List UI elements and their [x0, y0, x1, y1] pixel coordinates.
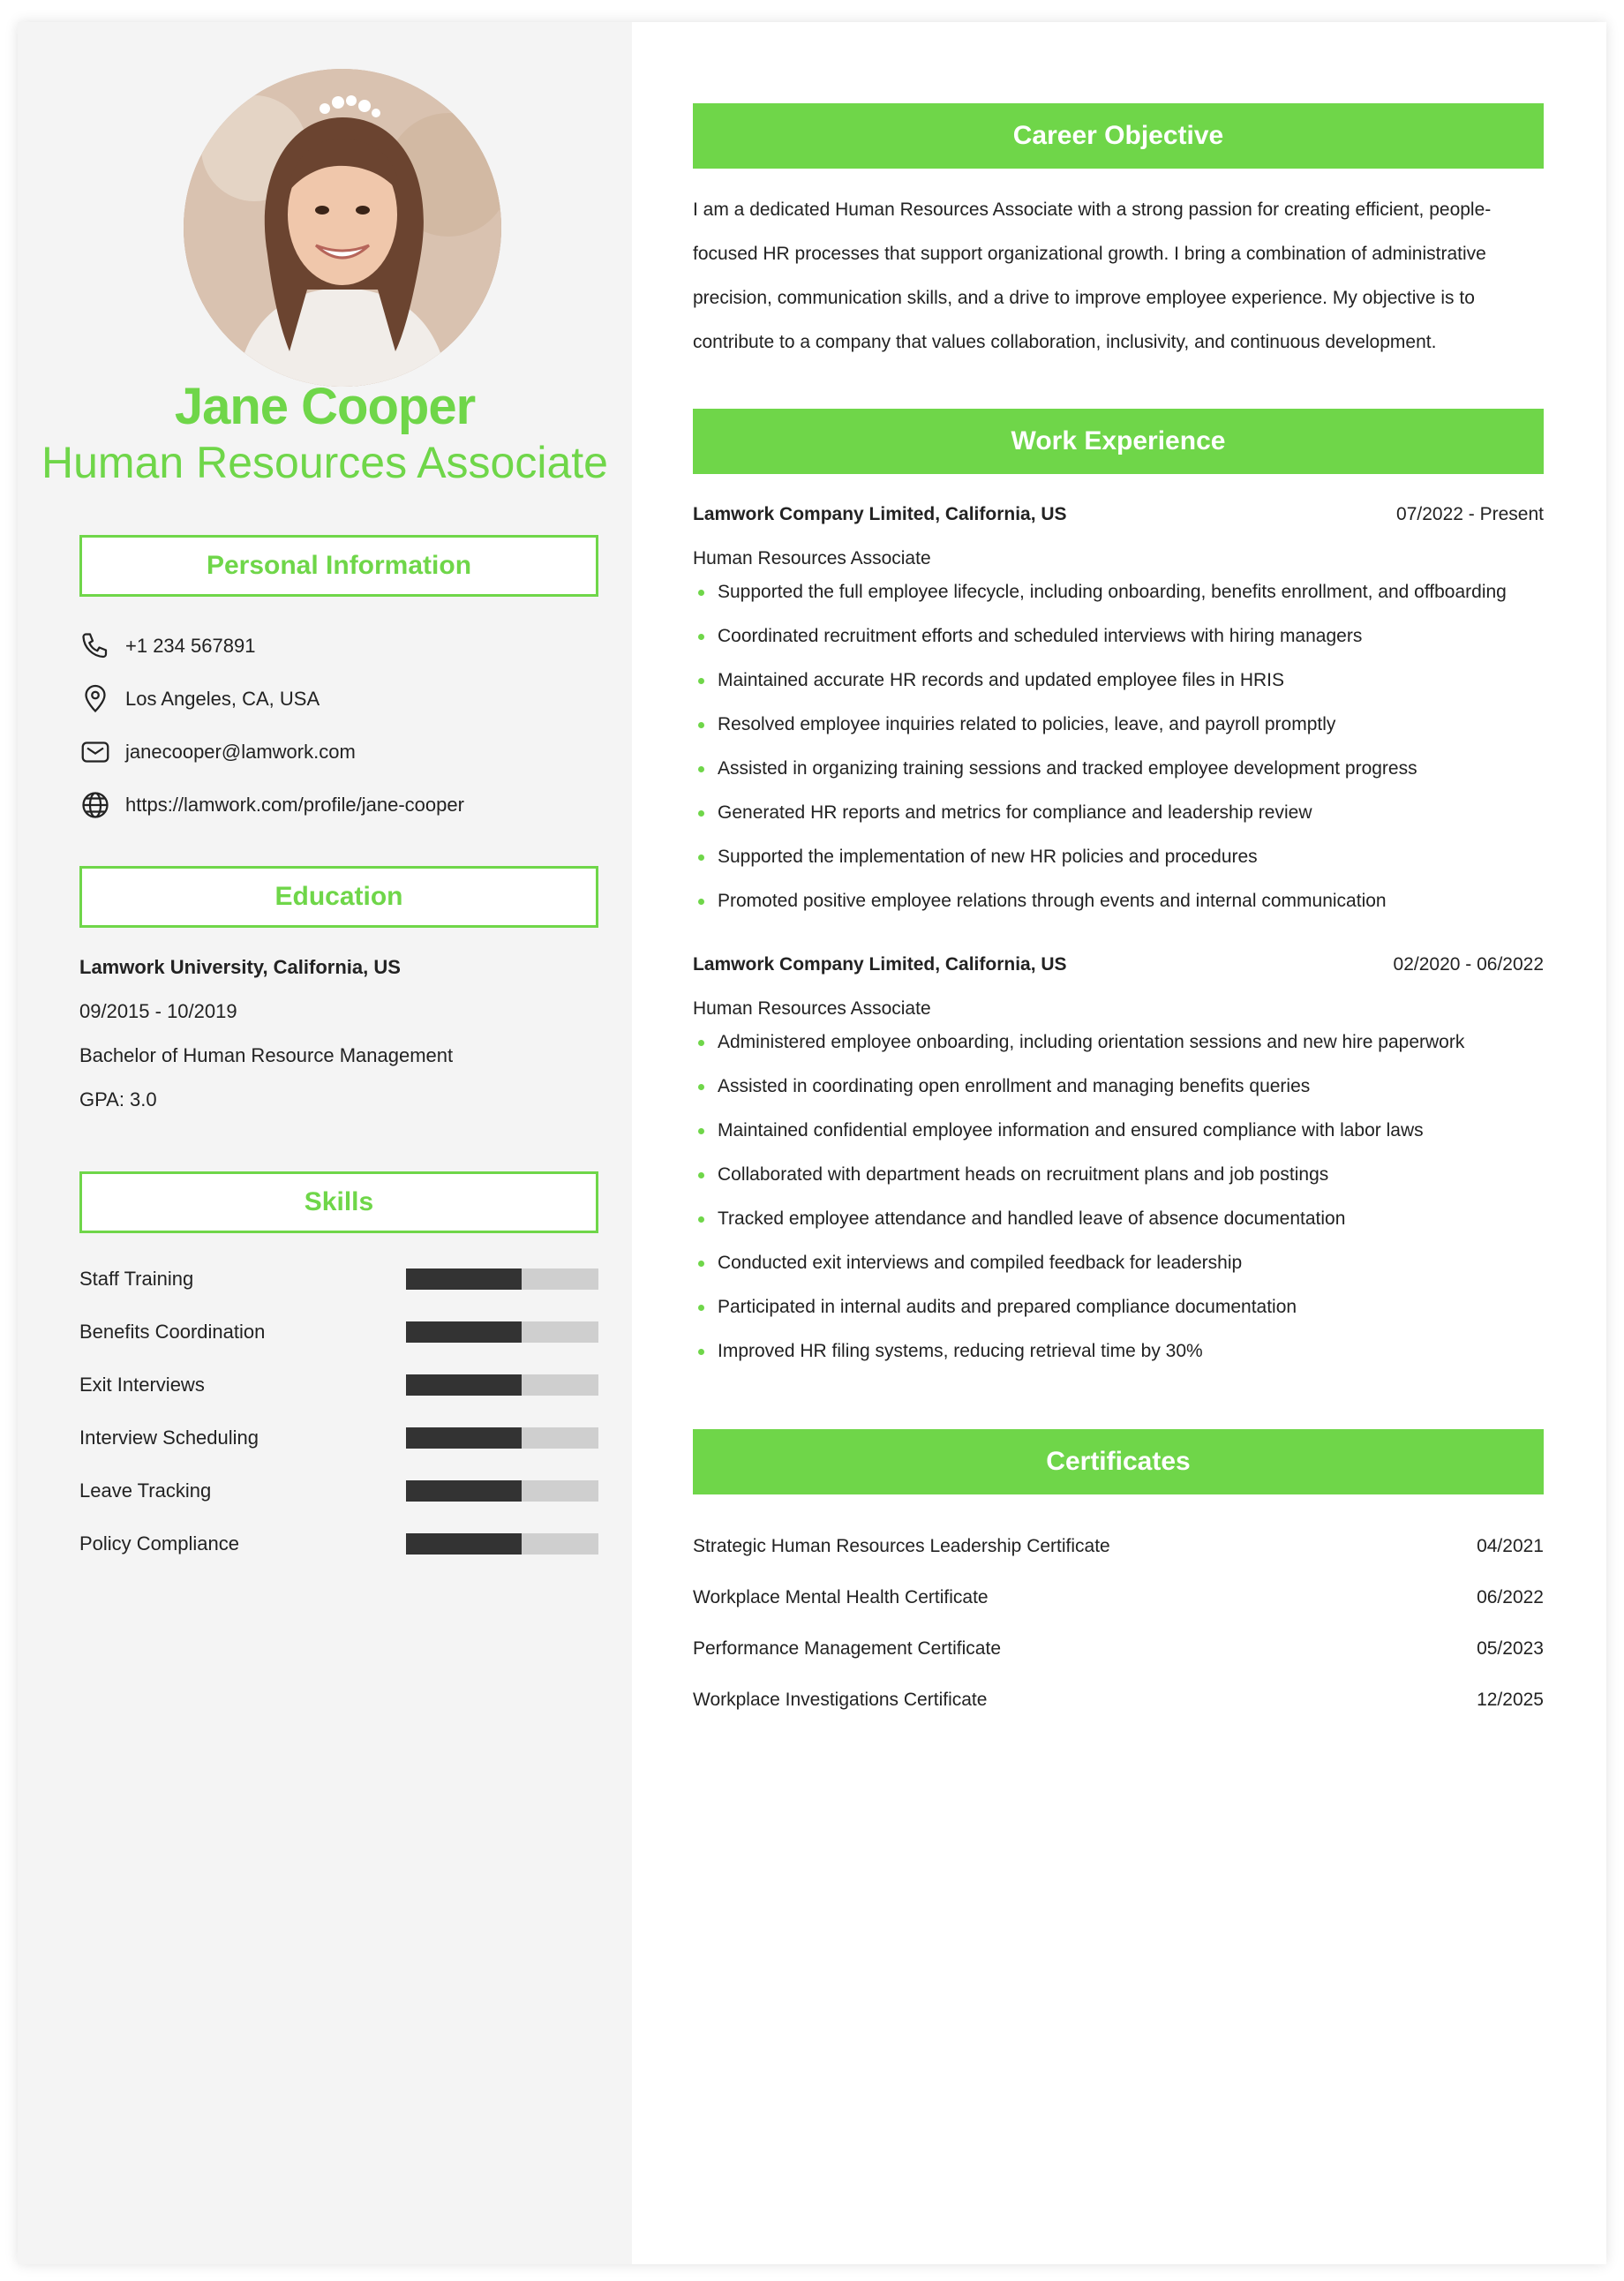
job-company: Lamwork Company Limited, California, US	[693, 504, 1067, 524]
job-bullet: Tracked employee attendance and handled leave of absence documentation	[693, 1197, 1544, 1241]
skill-row	[79, 1420, 598, 1456]
skill-name: Interview Scheduling	[79, 1427, 259, 1449]
job-bullets	[693, 570, 1544, 923]
skill-level-bar	[406, 1427, 598, 1449]
job-bullet: Generated HR reports and metrics for compliance and leadership review	[693, 791, 1544, 835]
location-pin-icon	[78, 681, 113, 717]
skill-name: Policy Compliance	[79, 1532, 239, 1555]
contact-website[interactable]	[78, 787, 464, 823]
job-bullet: Maintained accurate HR records and updated employee files in HRIS	[693, 659, 1544, 703]
skill-level-fill	[406, 1268, 522, 1290]
skill-name: Benefits Coordination	[79, 1321, 266, 1343]
skill-name: Exit Interviews	[79, 1374, 205, 1396]
skill-name: Leave Tracking	[79, 1479, 212, 1502]
job-bullet: Supported the full employee lifecycle, including onboarding, benefits enrollment, and offboarding	[693, 570, 1544, 614]
skills-heading: Skills	[79, 1171, 598, 1233]
skill-level-fill	[406, 1321, 522, 1343]
contact-email[interactable]	[78, 734, 356, 770]
certificate-row	[693, 1638, 1544, 1660]
skill-row	[79, 1526, 598, 1562]
phone-text: +1 234 567891	[125, 635, 256, 657]
portrait-illustration	[184, 69, 501, 387]
certificate-row	[693, 1536, 1544, 1557]
location-text: Los Angeles, CA, USA	[125, 688, 320, 710]
skill-level-bar	[406, 1374, 598, 1396]
job-company: Lamwork Company Limited, California, US	[693, 954, 1067, 975]
certificate-date: 04/2021	[1477, 1536, 1544, 1556]
website-text: https://lamwork.com/profile/jane-cooper	[125, 794, 464, 816]
job-bullet: Maintained confidential employee information and ensured compliance with labor laws	[693, 1109, 1544, 1153]
job-bullet: Promoted positive employee relations through events and internal communication	[693, 879, 1544, 923]
mail-icon	[78, 734, 113, 770]
contact-phone[interactable]	[78, 629, 255, 664]
education-gpa: GPA: 3.0	[79, 1088, 157, 1110]
skill-level-bar	[406, 1480, 598, 1502]
contact-location	[78, 681, 320, 717]
skill-level-fill	[406, 1533, 522, 1555]
education-dates: 09/2015 - 10/2019	[79, 1000, 237, 1022]
education-degree: Bachelor of Human Resource Management	[79, 1044, 454, 1066]
email-text: janecooper@lamwork.com	[125, 741, 356, 763]
job-bullet: Conducted exit interviews and compiled feedback for leadership	[693, 1241, 1544, 1285]
skill-row	[79, 1261, 598, 1297]
certificate-name: Strategic Human Resources Leadership Certificate	[693, 1536, 1110, 1556]
job-bullet: Coordinated recruitment efforts and scheduled interviews with hiring managers	[693, 614, 1544, 659]
skill-row	[79, 1367, 598, 1403]
certificates-heading: Certificates	[693, 1429, 1544, 1494]
globe-icon	[78, 787, 113, 823]
job-role: Human Resources Associate	[693, 548, 931, 568]
career-objective-text: I am a dedicated Human Resources Associate with a strong passion for creating efficient, people-focused HR processes that support organizational growth. I bring a combination of administrative precision, communication skills, and a drive to improve employee experience. My objective is to contribute to a company that values collaboration, inclusivity, and continuous development.	[693, 199, 1492, 352]
certificate-date: 06/2022	[1477, 1587, 1544, 1607]
certificate-name: Performance Management Certificate	[693, 1638, 1001, 1659]
job-bullet: Improved HR filing systems, reducing retrieval time by 30%	[693, 1329, 1544, 1374]
skill-level-fill	[406, 1427, 522, 1449]
education-school: Lamwork University, California, US	[79, 956, 401, 978]
job-bullet: Administered employee onboarding, including orientation sessions and new hire paperwork	[693, 1020, 1544, 1065]
career-objective-heading: Career Objective	[693, 103, 1544, 169]
job-bullet: Assisted in organizing training sessions and tracked employee development progress	[693, 747, 1544, 791]
education-heading: Education	[79, 866, 598, 928]
profile-photo	[184, 69, 501, 387]
job-bullets	[693, 1020, 1544, 1374]
job-dates: 07/2022 - Present	[1396, 504, 1544, 524]
resume-page	[18, 22, 1606, 2264]
skill-level-fill	[406, 1480, 522, 1502]
candidate-title: Human Resources Associate	[41, 438, 608, 487]
certificate-name: Workplace Investigations Certificate	[693, 1690, 988, 1710]
work-experience-heading: Work Experience	[693, 409, 1544, 474]
sidebar	[18, 22, 632, 2264]
job-bullet: Participated in internal audits and prepared compliance documentation	[693, 1285, 1544, 1329]
job-bullet: Supported the implementation of new HR policies and procedures	[693, 835, 1544, 879]
skill-level-bar	[406, 1533, 598, 1555]
main-content	[632, 22, 1606, 2264]
certificate-date: 12/2025	[1477, 1690, 1544, 1710]
job-role: Human Resources Associate	[693, 998, 931, 1019]
job-bullet: Resolved employee inquiries related to policies, leave, and payroll promptly	[693, 703, 1544, 747]
job-bullet: Collaborated with department heads on recruitment plans and job postings	[693, 1153, 1544, 1197]
personal-info-heading: Personal Information	[79, 535, 598, 597]
skill-row	[79, 1473, 598, 1509]
job-header	[693, 954, 1544, 975]
certificate-row	[693, 1690, 1544, 1711]
skill-row	[79, 1314, 598, 1350]
skill-level-bar	[406, 1321, 598, 1343]
certificate-date: 05/2023	[1477, 1638, 1544, 1659]
certificate-name: Workplace Mental Health Certificate	[693, 1587, 989, 1607]
skill-level-fill	[406, 1374, 522, 1396]
skill-level-bar	[406, 1268, 598, 1290]
candidate-name: Jane Cooper	[174, 378, 476, 435]
skill-name: Staff Training	[79, 1268, 194, 1290]
certificate-row	[693, 1587, 1544, 1608]
job-dates: 02/2020 - 06/2022	[1393, 954, 1544, 975]
phone-icon	[78, 629, 113, 664]
job-header	[693, 504, 1544, 525]
job-bullet: Assisted in coordinating open enrollment and managing benefits queries	[693, 1065, 1544, 1109]
